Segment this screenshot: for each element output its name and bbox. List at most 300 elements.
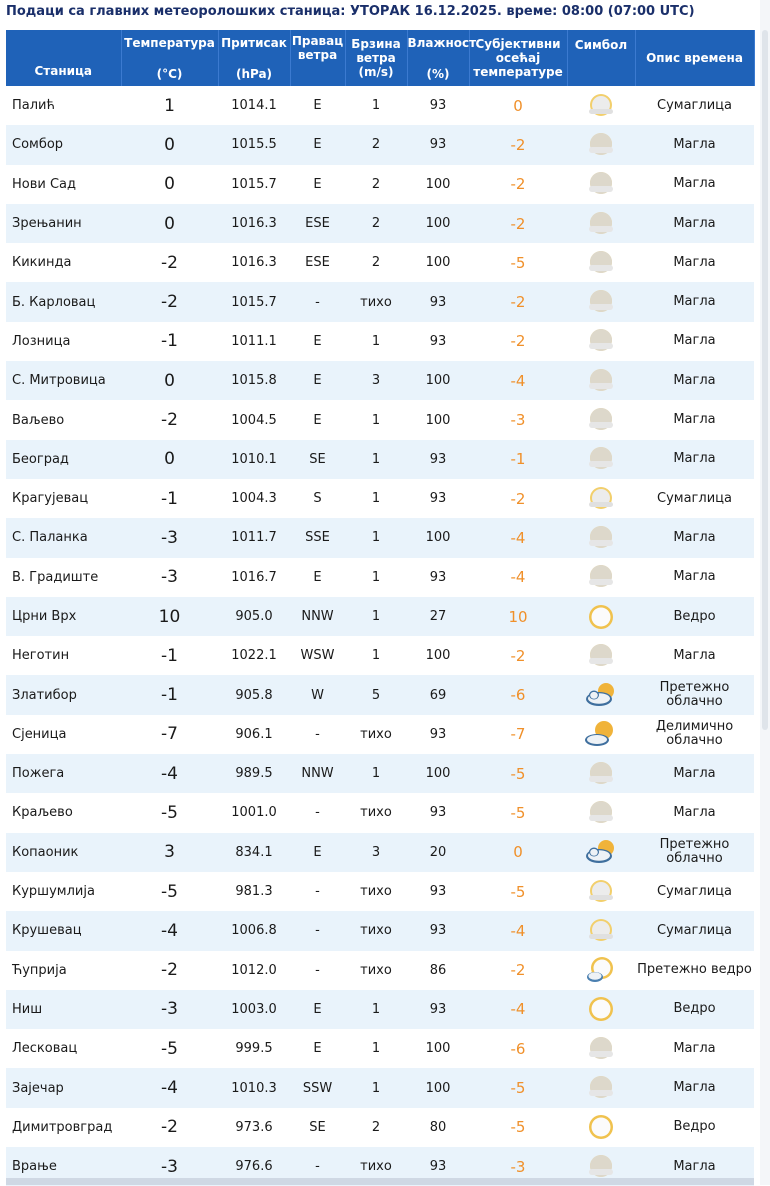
wind-direction-value: E <box>313 569 322 585</box>
temperature-value: -3 <box>161 999 178 1020</box>
humidity-value: 93 <box>429 333 447 349</box>
table-header <box>6 30 754 86</box>
humidity-value: 93 <box>429 451 447 467</box>
humidity-value: 100 <box>425 1041 451 1057</box>
weather-symbol <box>567 675 635 714</box>
station-name: Сомбор <box>12 137 64 153</box>
weather-symbol <box>567 282 635 321</box>
wind-speed-value: 1 <box>371 98 381 114</box>
scrollbar-thumb[interactable] <box>762 30 768 730</box>
fog-icon <box>584 216 618 231</box>
temperature-value: -3 <box>161 567 178 588</box>
pressure-value: 1016.7 <box>231 569 277 585</box>
weather-description: Магла <box>673 176 716 192</box>
wind-direction-value: SSE <box>305 530 330 546</box>
page-caption: Подаци са главних метеоролошких станица: УТОРАК 16.12.2025. време: 08:00 (07:00 UTC) <box>6 4 695 19</box>
table-row <box>6 361 754 400</box>
humidity-value: 93 <box>429 923 447 939</box>
wind-speed-value: тихо <box>360 726 392 742</box>
station-name: Димитровград <box>12 1119 113 1135</box>
humidity-value: 93 <box>429 1159 447 1175</box>
wind-speed-value: 2 <box>371 137 381 153</box>
humidity-value: 69 <box>429 687 447 703</box>
col-station: Станица <box>6 30 121 86</box>
pressure-value: 1011.7 <box>231 530 277 546</box>
weather-symbol <box>567 636 635 675</box>
feel-temperature-value: 0 <box>513 843 523 862</box>
table-row <box>6 911 754 950</box>
humidity-value: 93 <box>429 137 447 153</box>
weather-description: Магла <box>673 569 716 585</box>
feel-temperature-value: 10 <box>508 607 528 626</box>
fog-icon <box>584 648 618 663</box>
wind-speed-value: 3 <box>371 844 381 860</box>
feel-temperature-value: -2 <box>510 961 526 980</box>
temperature-value: -7 <box>161 724 178 745</box>
station-name: Крагујевац <box>12 491 89 507</box>
wind-direction-value: E <box>313 412 322 428</box>
station-name: Нови Сад <box>12 176 77 192</box>
weather-symbol <box>567 479 635 518</box>
station-name: Пожега <box>12 766 65 782</box>
temperature-value: -2 <box>161 410 178 431</box>
fog-icon <box>584 373 618 388</box>
pressure-value: 1015.5 <box>231 137 277 153</box>
mostly-cloudy-icon <box>584 845 618 860</box>
fog-icon <box>584 1159 618 1174</box>
wind-direction-value: E <box>313 333 322 349</box>
wind-speed-value: 3 <box>371 373 381 389</box>
feel-temperature-value: -2 <box>510 646 526 665</box>
table-row <box>6 204 754 243</box>
temperature-value: -5 <box>161 802 178 823</box>
col-feel: Субјективни осећај температуре <box>469 30 567 86</box>
weather-symbol <box>567 165 635 204</box>
table-row <box>6 833 754 872</box>
temperature-value: 0 <box>164 449 175 470</box>
fog-icon <box>584 255 618 270</box>
pressure-value: 1022.1 <box>231 648 277 664</box>
station-name: Кикинда <box>12 255 72 271</box>
clear-icon <box>584 1002 618 1017</box>
weather-description: Претежно облачно <box>659 837 730 867</box>
wind-direction-value: E <box>313 137 322 153</box>
feel-temperature-value: 0 <box>513 96 523 115</box>
temperature-value: -3 <box>161 527 178 548</box>
temperature-value: -4 <box>161 1078 178 1099</box>
weather-symbol <box>567 1029 635 1068</box>
feel-temperature-value: -5 <box>510 882 526 901</box>
station-name: Сјеница <box>12 726 67 742</box>
wind-direction-value: - <box>315 962 320 978</box>
temperature-value: -2 <box>161 960 178 981</box>
temperature-value: -3 <box>161 1156 178 1177</box>
weather-symbol <box>567 951 635 990</box>
humidity-value: 93 <box>429 726 447 742</box>
humidity-value: 93 <box>429 1001 447 1017</box>
wind-direction-value: ESE <box>305 216 330 232</box>
wind-direction-value: - <box>315 884 320 900</box>
haze-icon <box>584 923 618 938</box>
wind-direction-value: - <box>315 805 320 821</box>
weather-symbol <box>567 361 635 400</box>
wind-speed-value: 2 <box>371 1119 381 1135</box>
weather-description: Магла <box>673 451 716 467</box>
humidity-value: 100 <box>425 216 451 232</box>
fog-icon <box>584 766 618 781</box>
wind-speed-value: 5 <box>371 687 381 703</box>
wind-speed-value: 1 <box>371 766 381 782</box>
fog-icon <box>584 334 618 349</box>
temperature-value: -5 <box>161 881 178 902</box>
fog-icon <box>584 1081 618 1096</box>
station-name: С. Митровица <box>12 373 106 389</box>
fog-icon <box>584 137 618 152</box>
weather-symbol <box>567 86 635 125</box>
humidity-value: 100 <box>425 648 451 664</box>
weather-symbol <box>567 872 635 911</box>
weather-description: Магла <box>673 136 716 152</box>
col-wind-direction: Правац ветра <box>290 30 345 86</box>
wind-speed-value: 1 <box>371 609 381 624</box>
station-name: Куршумлија <box>12 884 95 900</box>
weather-description: Магла <box>673 1158 716 1174</box>
table-row <box>6 675 754 714</box>
temperature-value: 0 <box>164 134 175 155</box>
temperature-value: -1 <box>161 488 178 509</box>
wind-speed-value: 1 <box>371 648 381 664</box>
humidity-value: 100 <box>425 176 451 192</box>
weather-description: Сумаглица <box>657 97 732 113</box>
humidity-value: 93 <box>429 491 447 507</box>
wind-speed-value: 2 <box>371 176 381 192</box>
table-row <box>6 597 754 636</box>
station-name: Београд <box>12 451 69 467</box>
wind-direction-value: - <box>315 1159 320 1175</box>
station-name: Ниш <box>12 1001 43 1017</box>
wind-speed-value: 2 <box>371 255 381 271</box>
weather-symbol <box>567 243 635 282</box>
haze-icon <box>584 884 618 899</box>
feel-temperature-value: -2 <box>510 332 526 351</box>
weather-symbol <box>567 754 635 793</box>
pressure-value: 905.0 <box>235 609 273 624</box>
table-body <box>6 86 754 1186</box>
feel-temperature-value: -2 <box>510 135 526 154</box>
table-row <box>6 243 754 282</box>
feel-temperature-value: -1 <box>510 450 526 469</box>
humidity-value: 93 <box>429 805 447 821</box>
weather-description: Сумаглица <box>657 883 732 899</box>
pressure-value: 1010.3 <box>231 1080 277 1096</box>
weather-description: Магла <box>673 1040 716 1056</box>
weather-symbol <box>567 793 635 832</box>
feel-temperature-value: -5 <box>510 253 526 272</box>
weather-description: Ведро <box>673 1119 716 1135</box>
fog-icon <box>584 295 618 310</box>
wind-speed-value: тихо <box>360 1159 392 1175</box>
station-name: Златибор <box>12 687 77 703</box>
table-row <box>6 990 754 1029</box>
weather-description: Магла <box>673 333 716 349</box>
temperature-value: -1 <box>161 685 178 706</box>
weather-description: Претежно ведро <box>637 962 752 978</box>
fog-icon <box>584 1041 618 1056</box>
pressure-value: 1004.5 <box>231 412 277 428</box>
weather-symbol <box>567 597 635 636</box>
station-name: Ћуприја <box>12 962 67 978</box>
fog-icon <box>584 413 618 428</box>
station-name: Црни Врх <box>12 609 77 624</box>
wind-direction-value: NNW <box>301 609 334 624</box>
wind-speed-value: 1 <box>371 412 381 428</box>
clear-icon <box>584 609 618 624</box>
wind-direction-value: E <box>313 98 322 114</box>
pressure-value: 973.6 <box>235 1119 273 1135</box>
pressure-value: 1004.3 <box>231 491 277 507</box>
haze-icon <box>584 98 618 113</box>
pressure-value: 1016.3 <box>231 255 277 271</box>
col-pressure: Притисак (hPa) <box>218 30 290 86</box>
feel-temperature-value: -3 <box>510 1157 526 1176</box>
col-description: Опис времена <box>635 30 754 86</box>
table-row <box>6 636 754 675</box>
pressure-value: 981.3 <box>235 884 273 900</box>
weather-description: Ведро <box>673 608 716 624</box>
wind-direction-value: ESE <box>305 255 330 271</box>
wind-speed-value: 1 <box>371 569 381 585</box>
wind-speed-value: 1 <box>371 1080 381 1096</box>
fog-icon <box>584 570 618 585</box>
wind-speed-value: 2 <box>371 216 381 232</box>
wind-speed-value: 1 <box>371 1001 381 1017</box>
weather-description: Магла <box>673 215 716 231</box>
weather-symbol <box>567 990 635 1029</box>
table-row <box>6 282 754 321</box>
weather-description: Сумаглица <box>657 490 732 506</box>
table-footer-strip <box>6 1178 754 1185</box>
table-row <box>6 322 754 361</box>
col-wind-speed: Брзина ветра (m/s) <box>345 30 407 86</box>
weather-description: Ведро <box>673 1001 716 1017</box>
humidity-value: 100 <box>425 255 451 271</box>
pressure-value: 1006.8 <box>231 923 277 939</box>
table-row <box>6 400 754 439</box>
station-name: Зрењанин <box>12 216 82 232</box>
humidity-value: 93 <box>429 884 447 900</box>
pressure-value: 1011.1 <box>231 333 277 349</box>
table-row <box>6 440 754 479</box>
weather-description: Магла <box>673 254 716 270</box>
humidity-value: 27 <box>429 609 447 624</box>
wind-speed-value: 1 <box>371 530 381 546</box>
humidity-value: 100 <box>425 530 451 546</box>
table-row <box>6 754 754 793</box>
feel-temperature-value: -5 <box>510 1118 526 1137</box>
station-name: В. Градиште <box>12 569 99 585</box>
weather-symbol <box>567 1068 635 1107</box>
wind-speed-value: 1 <box>371 1041 381 1057</box>
station-name: Лозница <box>12 333 71 349</box>
weather-description: Магла <box>673 765 716 781</box>
temperature-value: 0 <box>164 213 175 234</box>
pressure-value: 834.1 <box>235 844 273 860</box>
pressure-value: 976.6 <box>235 1159 273 1175</box>
weather-symbol <box>567 322 635 361</box>
fog-icon <box>584 805 618 820</box>
station-name: Врање <box>12 1159 57 1175</box>
wind-direction-value: - <box>315 726 320 742</box>
weather-description: Магла <box>673 372 716 388</box>
feel-temperature-value: -4 <box>510 568 526 587</box>
weather-symbol <box>567 440 635 479</box>
temperature-value: -5 <box>161 1038 178 1059</box>
feel-temperature-value: -4 <box>510 1000 526 1019</box>
table-row <box>6 872 754 911</box>
table-row <box>6 125 754 164</box>
feel-temperature-value: -6 <box>510 1039 526 1058</box>
station-name: Краљево <box>12 805 73 821</box>
feel-temperature-value: -2 <box>510 489 526 508</box>
wind-direction-value: E <box>313 176 322 192</box>
clear-icon <box>584 1120 618 1135</box>
station-name: Крушевац <box>12 923 82 939</box>
feel-temperature-value: -5 <box>510 1079 526 1098</box>
feel-temperature-value: -4 <box>510 371 526 390</box>
temperature-value: -2 <box>161 292 178 313</box>
page-scrollbar[interactable] <box>760 0 770 1185</box>
weather-stations-table <box>6 30 755 1186</box>
partly-cloudy-icon <box>584 727 618 742</box>
station-name: Лесковац <box>12 1041 78 1057</box>
humidity-value: 93 <box>429 294 447 310</box>
weather-description: Магла <box>673 1080 716 1096</box>
haze-icon <box>584 491 618 506</box>
temperature-value: 0 <box>164 174 175 195</box>
wind-direction-value: E <box>313 1041 322 1057</box>
feel-temperature-value: -4 <box>510 921 526 940</box>
table-row <box>6 558 754 597</box>
feel-temperature-value: -5 <box>510 803 526 822</box>
weather-description: Сумаглица <box>657 922 732 938</box>
feel-temperature-value: -2 <box>510 175 526 194</box>
weather-symbol <box>567 204 635 243</box>
humidity-value: 93 <box>429 98 447 114</box>
temperature-value: 10 <box>158 606 181 627</box>
temperature-value: -4 <box>161 763 178 784</box>
pressure-value: 999.5 <box>235 1041 273 1057</box>
weather-description: Магла <box>673 412 716 428</box>
feel-temperature-value: -2 <box>510 293 526 312</box>
col-humidity: Влажност (%) <box>407 30 469 86</box>
weather-description: Магла <box>673 804 716 820</box>
temperature-value: -2 <box>161 1117 178 1138</box>
station-name: Неготин <box>12 648 70 664</box>
wind-speed-value: 1 <box>371 333 381 349</box>
temperature-value: -1 <box>161 331 178 352</box>
table-row <box>6 715 754 754</box>
wind-speed-value: 1 <box>371 491 381 507</box>
humidity-value: 80 <box>429 1119 447 1135</box>
humidity-value: 20 <box>429 844 447 860</box>
temperature-value: 1 <box>164 95 175 116</box>
feel-temperature-value: -7 <box>510 725 526 744</box>
weather-description: Магла <box>673 294 716 310</box>
table-row <box>6 951 754 990</box>
wind-speed-value: тихо <box>360 962 392 978</box>
weather-symbol <box>567 558 635 597</box>
wind-speed-value: тихо <box>360 884 392 900</box>
wind-direction-value: NNW <box>301 766 334 782</box>
humidity-value: 100 <box>425 412 451 428</box>
temperature-value: -2 <box>161 252 178 273</box>
feel-temperature-value: -5 <box>510 764 526 783</box>
wind-direction-value: SE <box>309 451 326 467</box>
station-name: Палић <box>12 98 55 114</box>
wind-speed-value: тихо <box>360 294 392 310</box>
table-row <box>6 518 754 557</box>
station-name: Ваљево <box>12 412 65 428</box>
wind-direction-value: S <box>313 491 322 507</box>
table-row <box>6 1108 754 1147</box>
pressure-value: 905.8 <box>235 687 273 703</box>
temperature-value: 3 <box>164 842 175 863</box>
pressure-value: 1016.3 <box>231 216 277 232</box>
mostly-cloudy-icon <box>584 688 618 703</box>
pressure-value: 1015.8 <box>231 373 277 389</box>
feel-temperature-value: -3 <box>510 411 526 430</box>
pressure-value: 1015.7 <box>231 294 277 310</box>
feel-temperature-value: -4 <box>510 528 526 547</box>
weather-symbol <box>567 518 635 557</box>
wind-speed-value: тихо <box>360 923 392 939</box>
weather-symbol <box>567 1108 635 1147</box>
feel-temperature-value: -2 <box>510 214 526 233</box>
table-row <box>6 86 754 125</box>
pressure-value: 1012.0 <box>231 962 277 978</box>
pressure-value: 989.5 <box>235 766 273 782</box>
station-name: Копаоник <box>12 844 79 860</box>
fog-icon <box>584 177 618 192</box>
wind-direction-value: E <box>313 373 322 389</box>
humidity-value: 100 <box>425 1080 451 1096</box>
wind-direction-value: - <box>315 294 320 310</box>
col-symbol: Симбол <box>567 30 635 86</box>
temperature-value: 0 <box>164 370 175 391</box>
wind-direction-value: W <box>311 687 324 703</box>
table-row <box>6 1068 754 1107</box>
weather-symbol <box>567 715 635 754</box>
wind-direction-value: E <box>313 844 322 860</box>
weather-symbol <box>567 911 635 950</box>
pressure-value: 1010.1 <box>231 451 277 467</box>
fog-icon <box>584 452 618 467</box>
pressure-value: 1001.0 <box>231 805 277 821</box>
temperature-value: -1 <box>161 645 178 666</box>
col-temperature: Температура (°C) <box>121 30 218 86</box>
station-name: Б. Карловац <box>12 294 96 310</box>
weather-symbol <box>567 833 635 872</box>
table-row <box>6 165 754 204</box>
table-row <box>6 479 754 518</box>
wind-direction-value: SE <box>309 1119 326 1135</box>
pressure-value: 906.1 <box>235 726 273 742</box>
weather-symbol <box>567 400 635 439</box>
station-name: С. Паланка <box>12 530 88 546</box>
wind-direction-value: WSW <box>300 648 335 664</box>
wind-direction-value: - <box>315 923 320 939</box>
wind-direction-value: SSW <box>302 1080 333 1096</box>
